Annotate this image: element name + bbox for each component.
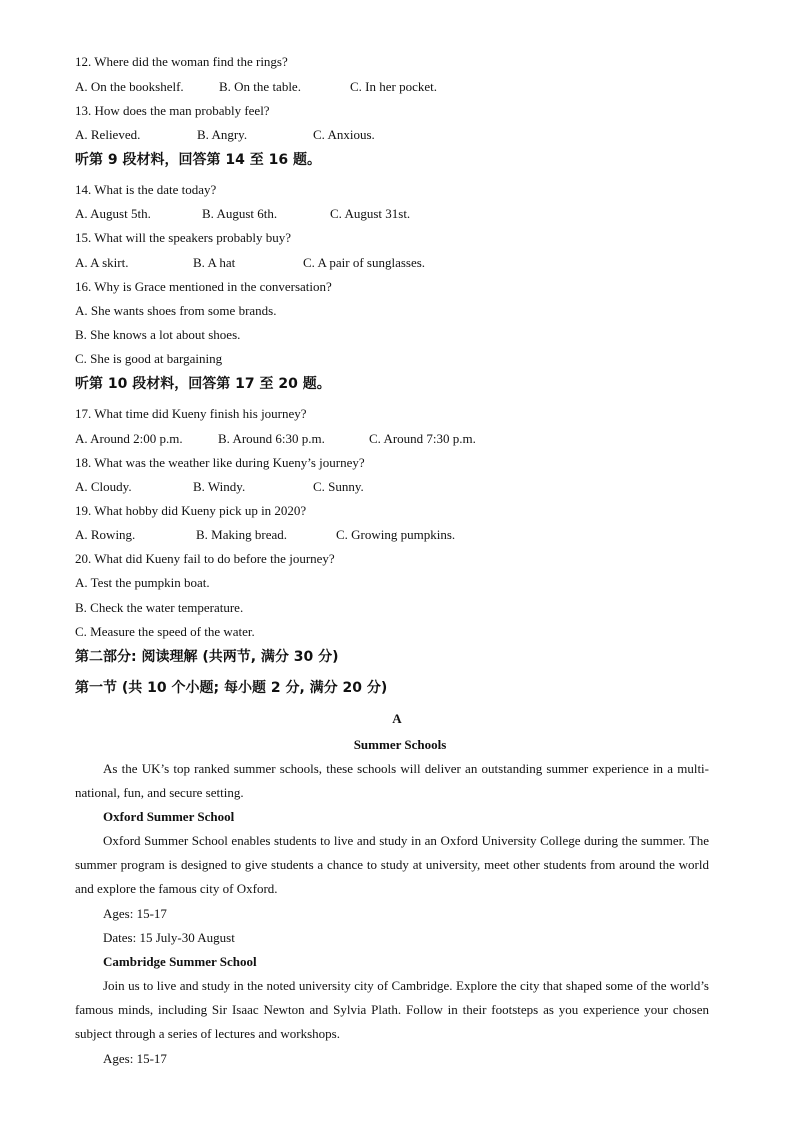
cambridge-title: Cambridge Summer School xyxy=(103,954,257,969)
passage-letter: A xyxy=(392,711,402,726)
q16-option-c: C. She is good at bargaining xyxy=(75,351,223,366)
q17-option-b: B. Around 6:30 p.m. xyxy=(218,431,325,446)
q14-option-a: A. August 5th. xyxy=(75,206,151,221)
cambridge-text: Join us to live and study in the noted university city of Cambridge. Explore the city that shaped some of the world’s famous minds, including Sir Isaac Newton and Sylvia Plath. Follow in their footsteps as you experience your chosen subject through a series of lectures and workshops. xyxy=(75,978,709,1041)
q14-option-c: C. August 31st. xyxy=(330,206,411,221)
part-heading: 第二部分: 阅读理解 (共两节, 满分 30 分) xyxy=(75,649,339,665)
question-17: 17. What time did Kueny finish his journey? xyxy=(75,406,307,421)
question-18: 18. What was the weather like during Kueny’s journey? xyxy=(75,455,365,470)
q18-option-b: B. Windy. xyxy=(193,479,246,494)
question-13: 13. How does the man probably feel? xyxy=(75,103,270,118)
oxford-text: Oxford Summer School enables students to live and study in an Oxford University College during the summer. The summer program is designed to give students a chance to study at university, meet other students from around the world and explore the famous city of Oxford. xyxy=(75,833,709,896)
q12-option-c: C. In her pocket. xyxy=(350,79,438,94)
q17-option-a: A. Around 2:00 p.m. xyxy=(75,431,183,446)
section-heading: 第一节 (共 10 个小题; 每小题 2 分, 满分 20 分) xyxy=(75,680,388,696)
q13-option-c: C. Anxious. xyxy=(313,127,375,142)
q18-option-a: A. Cloudy. xyxy=(75,479,132,494)
q19-option-a: A. Rowing. xyxy=(75,527,136,542)
section-heading-9: 听第 9 段材料，回答第 14 至 16 题。 xyxy=(75,152,321,168)
q19-option-c: C. Growing pumpkins. xyxy=(336,527,456,542)
q18-option-c: C. Sunny. xyxy=(313,479,364,494)
q15-option-a: A. A skirt. xyxy=(75,255,129,270)
q12-option-a: A. On the bookshelf. xyxy=(75,79,184,94)
q12-option-b: B. On the table. xyxy=(219,79,301,94)
q20-option-c: C. Measure the speed of the water. xyxy=(75,624,255,639)
q15-option-c: C. A pair of sunglasses. xyxy=(303,255,426,270)
section-heading-10: 听第 10 段材料，回答第 17 至 20 题。 xyxy=(75,376,331,392)
intro-text: As the UK’s top ranked summer schools, these schools will deliver an outstanding summer experience in a multi-national, fun, and secure setting. xyxy=(75,761,709,800)
q14-option-b: B. August 6th. xyxy=(202,206,278,221)
cambridge-paragraph xyxy=(75,974,709,1046)
cambridge-ages: Ages: 15-17 xyxy=(103,1051,167,1066)
oxford-paragraph xyxy=(75,829,709,901)
q19-option-b: B. Making bread. xyxy=(196,527,287,542)
question-19: 19. What hobby did Kueny pick up in 2020? xyxy=(75,503,307,518)
q16-option-b: B. She knows a lot about shoes. xyxy=(75,327,241,342)
q17-option-c: C. Around 7:30 p.m. xyxy=(369,431,476,446)
q16-option-a: A. She wants shoes from some brands. xyxy=(75,303,277,318)
question-15: 15. What will the speakers probably buy? xyxy=(75,230,292,245)
q20-option-a: A. Test the pumpkin boat. xyxy=(75,575,210,590)
question-16: 16. Why is Grace mentioned in the conversation? xyxy=(75,279,332,294)
q13-option-a: A. Relieved. xyxy=(75,127,141,142)
q15-option-b: B. A hat xyxy=(193,255,236,270)
passage-title: Summer Schools xyxy=(353,737,447,752)
intro-paragraph xyxy=(75,757,709,805)
q20-option-b: B. Check the water temperature. xyxy=(75,600,244,615)
question-20: 20. What did Kueny fail to do before the journey? xyxy=(75,551,335,566)
q13-option-b: B. Angry. xyxy=(197,127,248,142)
question-14: 14. What is the date today? xyxy=(75,182,217,197)
oxford-ages: Ages: 15-17 xyxy=(103,906,167,921)
oxford-title: Oxford Summer School xyxy=(103,809,235,824)
question-12: 12. Where did the woman find the rings? xyxy=(75,54,288,69)
oxford-dates: Dates: 15 July-30 August xyxy=(103,930,235,945)
